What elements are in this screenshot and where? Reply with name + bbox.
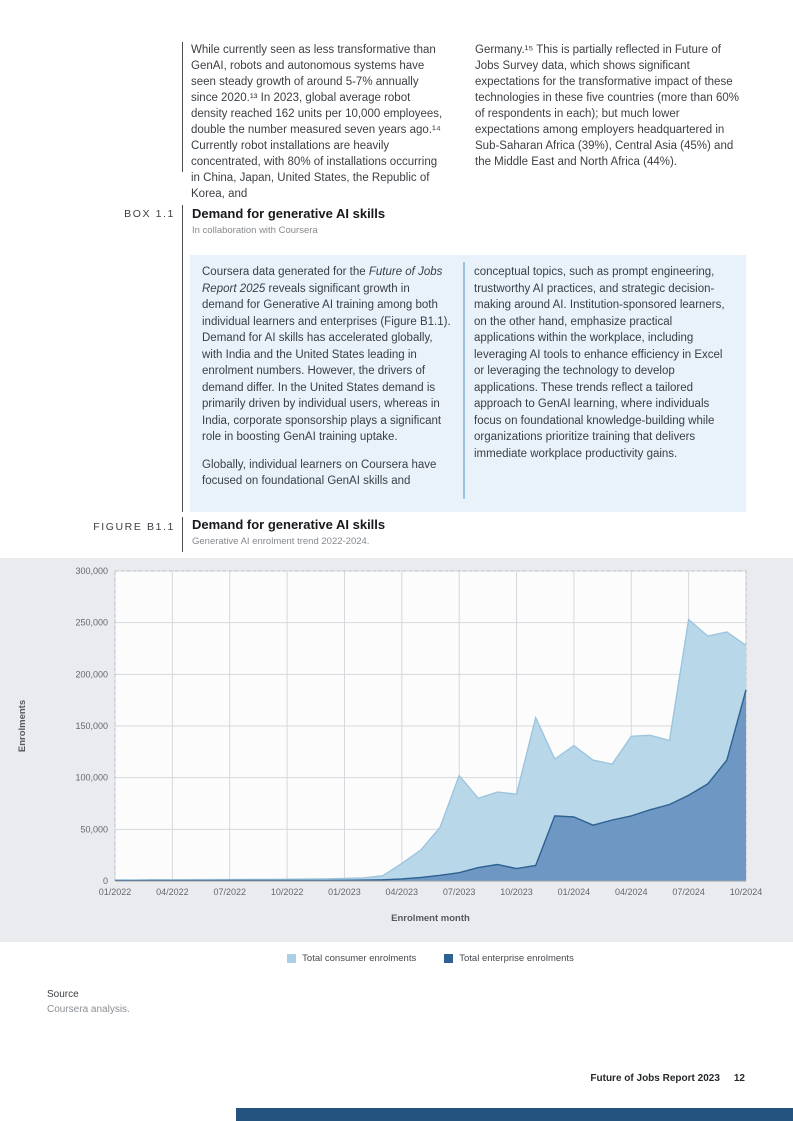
- enterprise-swatch-icon: [444, 954, 453, 963]
- intro-text-rule: [182, 42, 183, 172]
- svg-text:50,000: 50,000: [80, 824, 108, 835]
- source-label: Source: [47, 989, 79, 1000]
- svg-text:10/2024: 10/2024: [729, 887, 763, 897]
- page-footer: [590, 1073, 745, 1084]
- footer-page-number: 12: [733, 1073, 745, 1084]
- svg-text:Enrolment month: Enrolment month: [391, 913, 470, 924]
- legend-item-enterprise: [444, 953, 574, 964]
- svg-text:01/2023: 01/2023: [328, 887, 361, 897]
- box-section-rule: [182, 205, 183, 512]
- intro-paragraph-right: Germany.¹⁵ This is partially reflected in Future of Jobs Survey data, which shows significant expectations for the transformative impact of these technologies in these five countries (more than 60% of respondents in each); but much lower expectations among employers headquartered in Sub-Saharan Africa (39%), Central Asia (45%) and the Middle East and North Africa (44%).: [475, 44, 740, 168]
- callout-text: Coursera data generated for the: [202, 266, 369, 278]
- footer-report-name: Future of Jobs Report 2023: [590, 1073, 720, 1084]
- callout-right-column: [474, 264, 728, 462]
- svg-text:300,000: 300,000: [75, 566, 108, 576]
- svg-text:100,000: 100,000: [75, 772, 108, 783]
- svg-text:10/2023: 10/2023: [500, 887, 533, 897]
- svg-text:04/2023: 04/2023: [385, 887, 419, 897]
- box-label: BOX 1.1: [124, 208, 175, 220]
- callout-paragraph: Globally, individual learners on Coursera have focused on foundational GenAI skills and: [202, 458, 437, 487]
- coursera-callout-box: [190, 255, 746, 512]
- svg-text:10/2022: 10/2022: [270, 887, 304, 897]
- svg-text:250,000: 250,000: [75, 617, 108, 628]
- figure-title: Demand for generative AI skills: [192, 517, 386, 532]
- svg-text:150,000: 150,000: [75, 721, 108, 731]
- svg-text:04/2024: 04/2024: [614, 887, 648, 897]
- chart-legend: [115, 953, 746, 964]
- svg-text:Enrolments: Enrolments: [17, 699, 28, 753]
- enrolment-area-chart: [0, 558, 793, 940]
- legend-label-consumer: Total consumer enrolments: [302, 953, 417, 964]
- svg-text:04/2022: 04/2022: [156, 887, 189, 897]
- svg-text:07/2024: 07/2024: [672, 887, 705, 897]
- figure-section-rule: [182, 517, 183, 552]
- callout-column-divider: [463, 262, 465, 499]
- figure-heading-block: [192, 517, 385, 547]
- box-subtitle: In collaboration with Coursera: [192, 225, 318, 236]
- source-block: [47, 989, 130, 1015]
- intro-paragraph-left: While currently seen as less transformative than GenAI, robots and autonomous systems have seen steady growth of around 5-7% annually since 2020.¹³ In 2023, global average robot density reached 162 units per 10,000 employees, double the number measured seven years ago.¹⁴ Currently robot installations are heavily concentrated, with 80% of installations occurring in China, Japan, United States, the Republic of Korea, and: [191, 44, 443, 200]
- report-title-italic: Future of Jobs Report 2025: [202, 266, 443, 295]
- figure-chart-band: [0, 558, 793, 942]
- box-title: Demand for generative AI skills: [192, 206, 386, 221]
- callout-paragraph: conceptual topics, such as prompt engineering, trustworthy AI practices, and strategic decision-making around AI. Institution-sponsored learners, on the other hand, emphasize practical applications within the workplace, including leveraging AI tools to enhance efficiency in Excel or leveraging the technology to develop applications. These trends reflect a tailored approach to GenAI learning, where individuals focus on foundational knowledge-building while organizations prioritize training that delivers immediate workplace productivity gains.: [474, 266, 725, 460]
- svg-text:07/2022: 07/2022: [213, 887, 247, 897]
- svg-text:07/2023: 07/2023: [442, 887, 476, 897]
- svg-text:01/2024: 01/2024: [557, 887, 591, 897]
- callout-text: reveals significant growth in demand for Generative AI training among both individual learners and enterprises (Figure B1.1). Demand for AI skills has accelerated globally, with India and the United States leading in enrolment numbers. However, the drivers of demand differ. In the United States demand is primarily driven by individual users, whereas in India, corporate sponsorship plays a significant role in boosting GenAI training uptake.: [202, 282, 451, 443]
- consumer-swatch-icon: [287, 954, 296, 963]
- figure-label: FIGURE B1.1: [93, 521, 175, 533]
- figure-subtitle: Generative AI enrolment trend 2022-2024.: [192, 536, 370, 547]
- box-heading-block: [192, 206, 385, 236]
- svg-text:0: 0: [102, 876, 108, 886]
- callout-left-column: [202, 264, 452, 490]
- svg-text:200,000: 200,000: [75, 669, 108, 680]
- svg-text:01/2022: 01/2022: [98, 887, 132, 897]
- footer-accent-bar: [236, 1108, 793, 1121]
- legend-label-enterprise: Total enterprise enrolments: [459, 953, 574, 964]
- legend-item-consumer: [287, 953, 416, 964]
- callout-paragraph: [202, 264, 452, 446]
- source-text: Coursera analysis.: [47, 1004, 130, 1015]
